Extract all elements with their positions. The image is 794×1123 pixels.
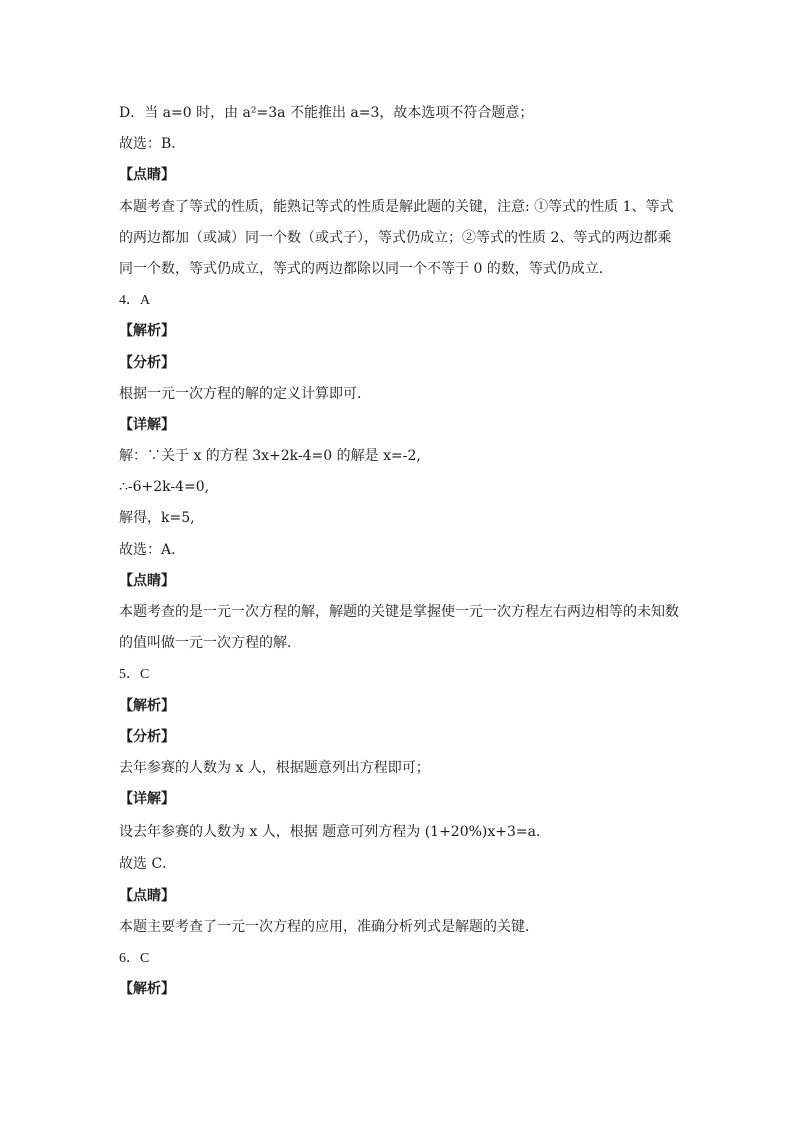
question-answer: 6．C xyxy=(119,950,150,966)
text-line: 解：∵关于 x 的方程 3x+2k-4=0 的解是 x=-2, xyxy=(119,448,421,465)
text-line: 去年参赛的人数为 x 人，根据题意列出方程即可； xyxy=(119,759,430,776)
text-line: D．当 a=0 时，由 a²=3a 不能推出 a=3，故本选项不符合题意； xyxy=(119,105,534,121)
text-line: ∴-6+2k-4=0, xyxy=(119,479,210,496)
section-heading: 【详解】 xyxy=(119,416,175,433)
question-answer: 4．A xyxy=(119,293,151,309)
section-heading: 【点睛】 xyxy=(119,167,175,184)
section-heading: 【点睛】 xyxy=(119,887,175,904)
section-heading: 【分析】 xyxy=(119,354,175,371)
question-answer: 5．C xyxy=(119,667,150,683)
document-page xyxy=(119,98,679,1005)
text-line: 的值叫做一元一次方程的解． xyxy=(119,635,301,652)
text-line: 故选 C． xyxy=(119,856,177,873)
section-heading: 【解析】 xyxy=(119,697,175,714)
section-heading: 【详解】 xyxy=(119,791,175,808)
section-heading: 【分析】 xyxy=(119,728,175,745)
text-line: 故选：A． xyxy=(119,541,186,558)
text-line: 故选：B． xyxy=(119,136,186,153)
text-line: 根据一元一次方程的解的定义计算即可． xyxy=(119,385,371,402)
section-heading: 【解析】 xyxy=(119,323,175,340)
text-line: 本题考查的是一元一次方程的解，解题的关键是掌握使一元一次方程左右两边相等的未知数 xyxy=(119,604,679,620)
text-line: 解得，k=5, xyxy=(119,510,195,527)
section-heading: 【点睛】 xyxy=(119,572,175,589)
section-heading: 【解析】 xyxy=(119,981,175,998)
text-line: 本题考查了等式的性质，能熟记等式的性质是解此题的关键，注意: ①等式的性质 1、等式 xyxy=(119,198,674,215)
text-line: 的两边都加（或减）同一个数（或式子），等式仍成立；②等式的性质 2、等式的两边都乘 xyxy=(119,229,672,246)
text-line: 本题主要考查了一元一次方程的应用，准确分析列式是解题的关键． xyxy=(119,918,539,935)
text-line: 同一个数，等式仍成立，等式的两边都除以同一个不等于 0 的数，等式仍成立． xyxy=(119,260,613,277)
text-line: 设去年参赛的人数为 x 人，根据 题意可列方程为 (1+20%)x+3=a． xyxy=(119,824,550,841)
